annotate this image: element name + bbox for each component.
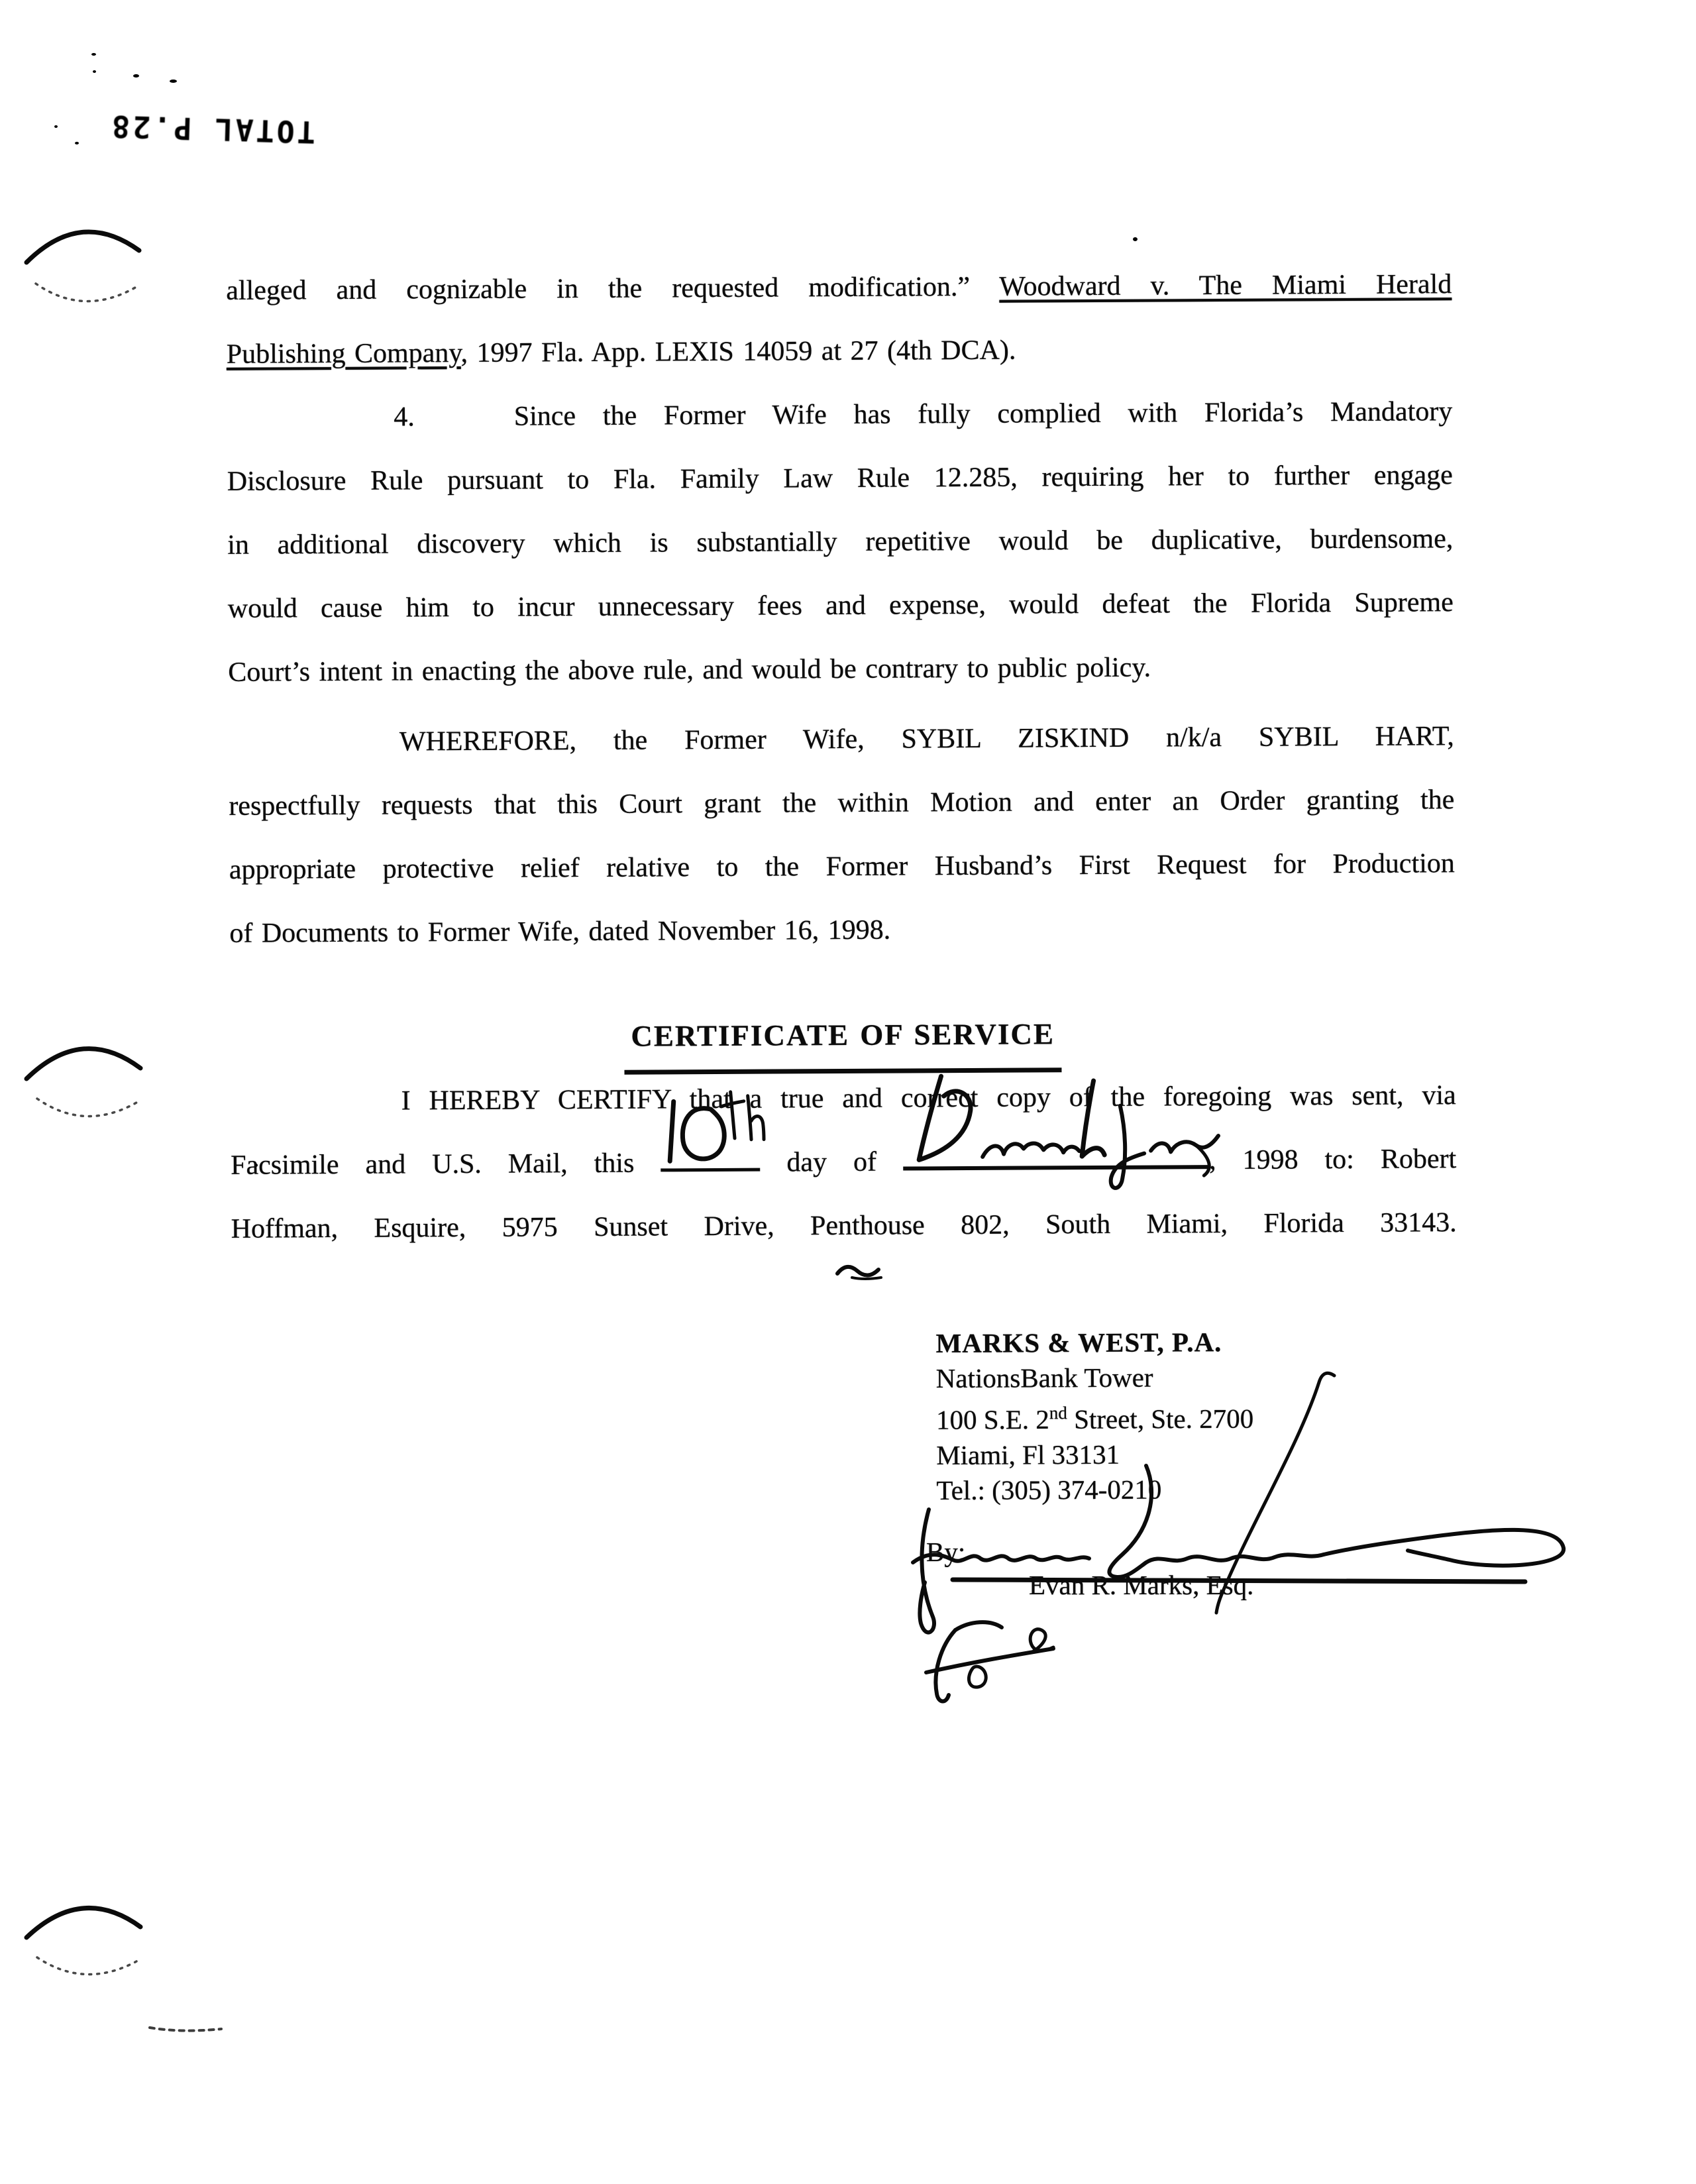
firm-building: NationsBank Tower	[935, 1362, 1153, 1394]
firm-phone: Tel.: (305) 374-0210	[936, 1474, 1162, 1505]
body-text: alleged and cognizable in the requested modification.”	[226, 271, 1000, 306]
body-text: , 1997 Fla. App. LEXIS 14059 at 27 (4th DCA).	[460, 335, 1016, 368]
street-ordinal: nd	[1049, 1403, 1067, 1423]
body-line	[229, 832, 1455, 902]
body-line	[228, 634, 1454, 704]
scan-speck	[1133, 237, 1138, 241]
handwritten-month-ink	[897, 1058, 1242, 1200]
certificate-text: I HEREBY CERTIFY that a true and correct copy of the foregoing was sent, via	[401, 1080, 1456, 1117]
certificate-text: day of	[760, 1146, 904, 1178]
body-line	[227, 507, 1453, 577]
body-line	[227, 443, 1453, 514]
body-line	[228, 571, 1454, 641]
certificate-line	[230, 1064, 1456, 1134]
paragraph-number: 4.	[394, 402, 415, 433]
case-citation-underlined: Publishing Company	[226, 337, 461, 370]
certificate-line	[231, 1191, 1456, 1261]
case-citation-underlined: Woodward v. The Miami Herald	[999, 269, 1452, 302]
law-firm-name: MARKS & WEST, P.A.	[935, 1327, 1222, 1359]
body-text: Court’s intent in enacting the above rule, and would be contrary to public policy.	[228, 652, 1151, 688]
ink-mark-under-drive	[832, 1256, 905, 1283]
certificate-heading: CERTIFICATE OF SERVICE	[624, 1002, 1061, 1074]
hole-punch-artifact-bottom	[9, 1874, 248, 2046]
firm-city: Miami, Fl 33131	[936, 1439, 1120, 1470]
motion-body-text	[226, 252, 1457, 1261]
scan-speck	[91, 53, 96, 56]
scan-speck	[93, 70, 96, 73]
by-label: By:	[926, 1537, 966, 1567]
certificate-text: Hoffman, Esquire, 5975 Sunset Drive, Penthouse 802, South Miami, Florida 33143.	[231, 1207, 1457, 1244]
body-line	[229, 704, 1454, 775]
street-text: Street, Ste. 2700	[1067, 1403, 1254, 1435]
handwritten-day-ink	[654, 1087, 770, 1177]
scan-speck	[170, 80, 177, 83]
hole-punch-artifact-middle	[9, 1012, 162, 1138]
certificate-text: , 1998 to: Robert	[1208, 1144, 1457, 1176]
body-text: Disclosure Rule pursuant to Fla. Family Law Rule 12.285, requiring her to further engage	[227, 460, 1453, 497]
certificate-text: Facsimile and U.S. Mail, this	[231, 1148, 661, 1181]
tab-space	[415, 425, 514, 426]
body-text: would cause him to incur unnecessary fees and expense, would defeat the Florida Supreme	[227, 587, 1454, 624]
body-line	[227, 316, 1452, 386]
certificate-line	[231, 1127, 1456, 1197]
attorney-name: Evan R. Marks, Esq.	[1029, 1570, 1254, 1600]
fax-footer-upside-down: TOTAL P.28	[109, 108, 316, 150]
body-text: in additional discovery which is substantially repetitive would be duplicative, burdensome,	[227, 523, 1454, 561]
body-line	[227, 380, 1452, 450]
scan-speck	[75, 142, 79, 144]
body-line	[229, 768, 1454, 838]
handwritten-day-blank	[661, 1164, 760, 1172]
certificate-of-service-section	[230, 1000, 1456, 1070]
body-text: of Documents to Former Wife, dated November 16, 1998.	[229, 914, 891, 949]
body-text: respectfully requests that this Court grant the within Motion and enter an Order granting the	[229, 785, 1455, 822]
scan-speck	[54, 125, 58, 128]
body-text: appropriate protective relief relative to the Former Husband’s First Request for Production	[229, 848, 1455, 885]
body-text: Since the Former Wife has fully complied with Florida’s Mandatory	[513, 396, 1453, 432]
body-text: WHEREFORE, the Former Wife, SYBIL ZISKIND n/k/a SYBIL HART,	[399, 721, 1454, 757]
attorney-signature-ink	[894, 1352, 1636, 1743]
hole-punch-artifact-top	[9, 199, 162, 325]
street-text: 100 S.E. 2	[935, 1403, 1049, 1435]
handwritten-month-blank	[903, 1161, 1209, 1170]
scan-speck	[133, 74, 139, 78]
handwritten-for-ink	[926, 1622, 1053, 1701]
body-line	[229, 895, 1455, 965]
body-line	[226, 252, 1452, 323]
